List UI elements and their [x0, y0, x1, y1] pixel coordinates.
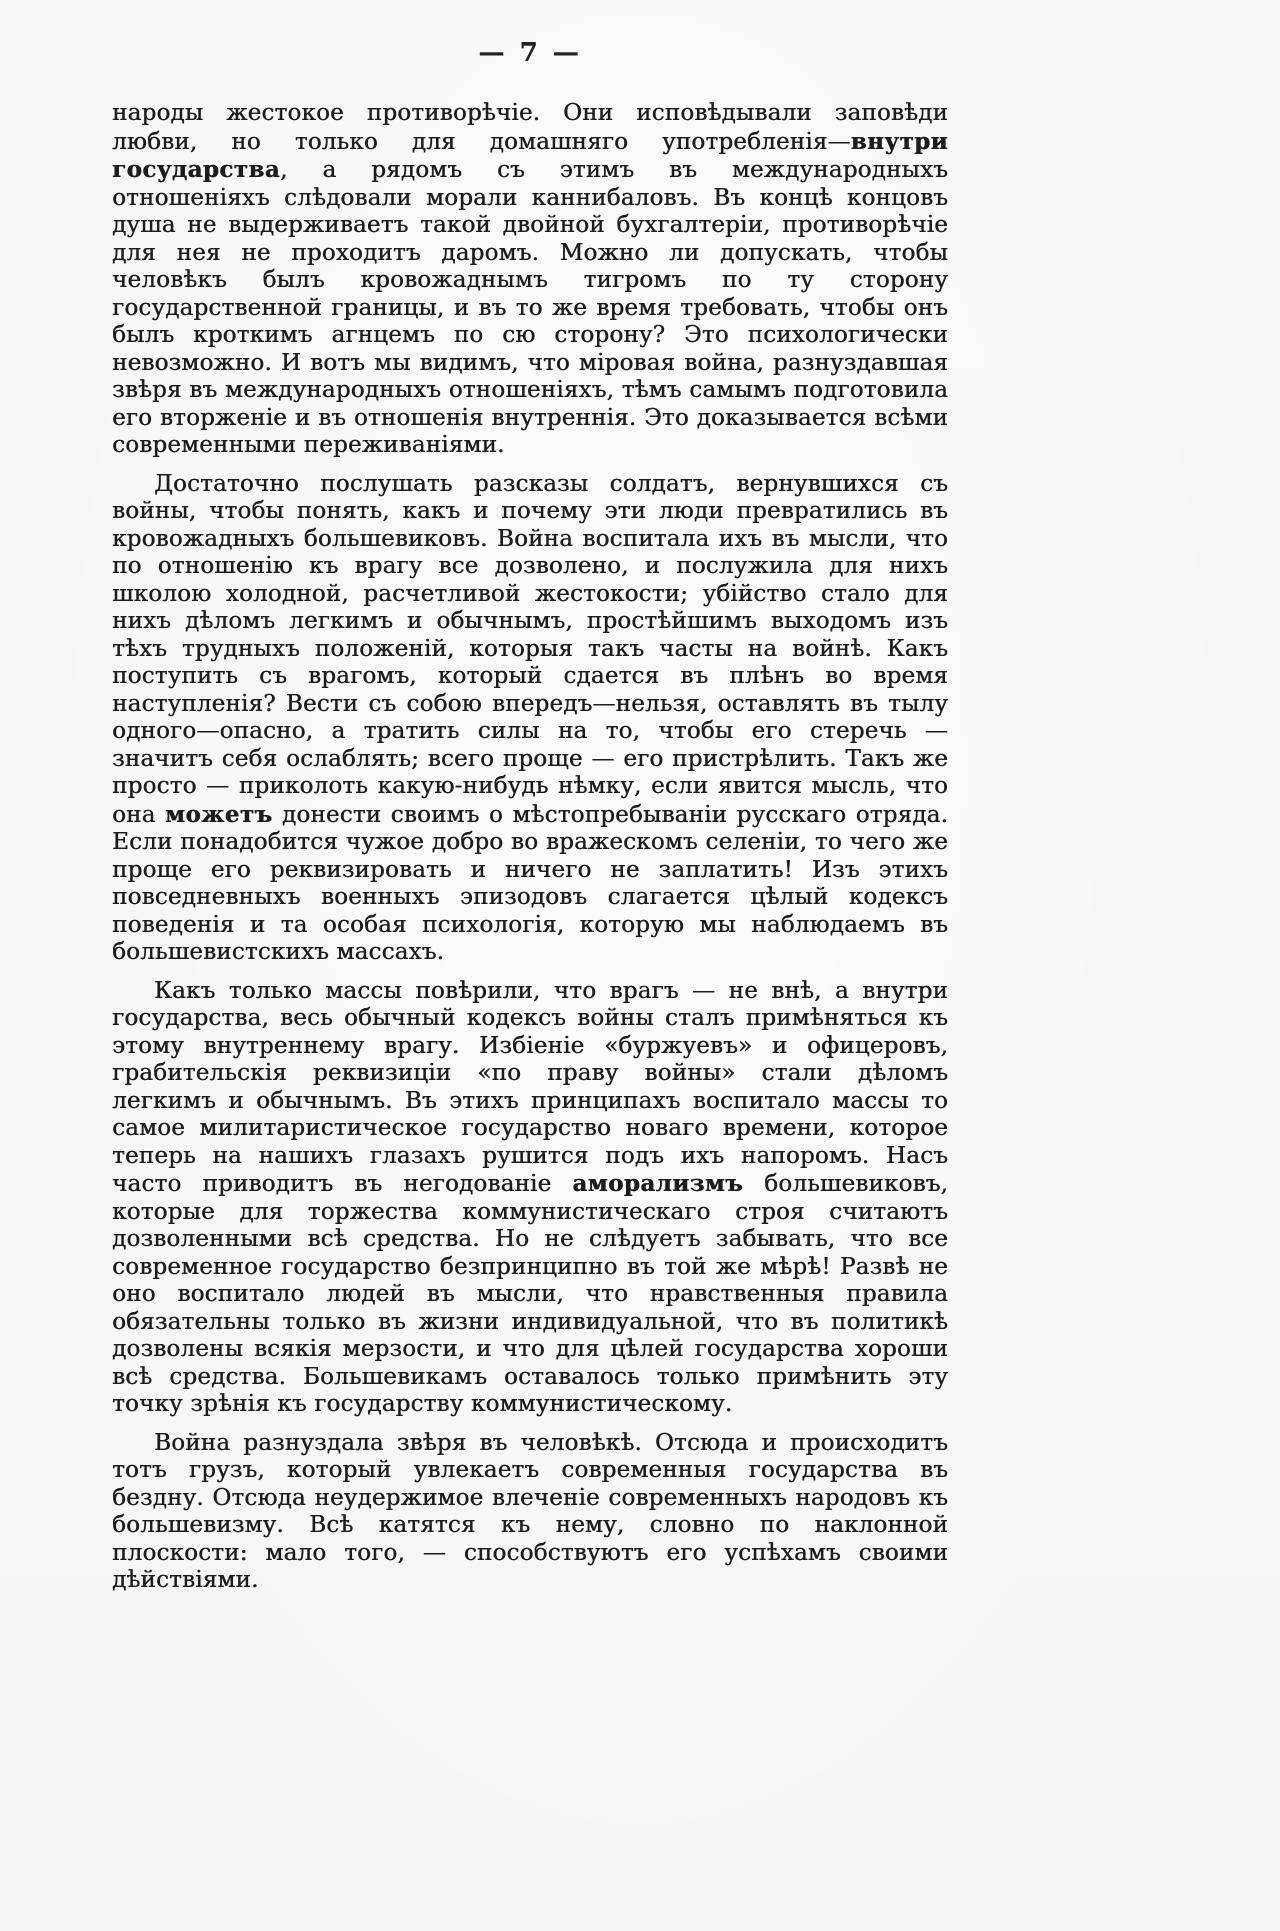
text-run: народы жестокое противорѣчіе. Они исповѣдывали заповѣди любви, но только для домашняго употребленія—: [112, 100, 948, 155]
emphasized-text: можетъ: [164, 800, 273, 828]
text-run: Какъ только массы повѣрили, что врагъ — не внѣ, а внутри государства, весь обычный кодексъ войны сталъ примѣняться къ этому внутреннему врагу. Избіеніе «буржуевъ» и офицеровъ, грабительскія реквизиціи «по праву войны» стали дѣломъ легкимъ и обычнымъ. Въ этихъ принципахъ воспитало массы то самое милитаристическое государство новаго времени, которое теперь на нашихъ глазахъ рушится подъ ихъ напоромъ. Насъ часто приводитъ въ негодованіе: [112, 977, 948, 1197]
paragraph: [112, 471, 948, 967]
text-run: большевиковъ, которые для торжества коммунистическаго строя считаютъ дозволенными всѣ средства. Но не слѣдуетъ забывать, что все современное государство безпринципно въ той же мѣрѣ! Развѣ не оно воспитало людей въ мысли, что нравственныя правила обязательны только въ жизни индивидуальной, что въ политикѣ дозволены всякія мерзости, и что для цѣлей государства хороши всѣ средства. Большевикамъ оставалось только примѣнить эту точку зрѣнія къ государству коммунистическому.: [112, 1171, 948, 1417]
text-run: , а рядомъ съ этимъ въ международныхъ отношеніяхъ слѣдовали морали каннибаловъ. Въ концѣ концовъ душа не выдерживаетъ такой двойной бухгалтеріи, противорѣчіе для нея не проходитъ даромъ. Можно ли допускать, чтобы человѣкъ былъ кровожаднымъ тигромъ по ту сторону государственной границы, и въ то же время требовать, чтобы онъ былъ кроткимъ агнцемъ по сю сторону? Это психологически невозможно. И вотъ мы видимъ, что міровая война, разнуздавшая звѣря въ международныхъ отношеніяхъ, тѣмъ самымъ подготовила его вторженіе и въ отношенія внутреннія. Это доказывается всѣми современными переживаніями.: [112, 157, 948, 458]
paragraph: [112, 978, 948, 1419]
text-block: [112, 100, 948, 1595]
text-run: Достаточно послушать разсказы солдатъ, вернувшихся съ войны, чтобы понять, какъ и почему эти люди превратились въ кровожадныхъ большевиковъ. Война воспитала ихъ въ мысли, что по отношенію къ врагу все дозволено, и послужила для нихъ школою холодной, расчетливой жестокости; убійство стало для нихъ дѣломъ легкимъ и обычнымъ, простѣйшимъ выходомъ изъ тѣхъ трудныхъ положеній, которыя такъ часты на войнѣ. Какъ поступить съ врагомъ, который сдается въ плѣнъ во время наступленія? Вести съ собою впередъ—нельзя, оставлять въ тылу одного—опасно, а тратить силы на то, чтобы его стеречь — значитъ себя ослаблять; всего проще — его пристрѣлить. Такъ же просто — приколоть какую-нибудь нѣмку, если явится мысль, что она: [112, 470, 948, 828]
paragraph: [112, 100, 948, 460]
page-number: — 7 —: [478, 38, 582, 68]
text-run: донести своимъ о мѣстопребываніи русскаго отряда. Если понадобится чужое добро во вражескомъ селеніи, то чего же проще его реквизировать и ничего не заплатить! Изъ этихъ повседневныхъ военныхъ эпизодовъ слагается цѣлый кодексъ поведенія и та особая психологія, которую мы наблюдаемъ въ большевистскихъ массахъ.: [112, 801, 948, 965]
emphasized-text: внутри государства: [112, 127, 948, 183]
paragraph: [112, 1430, 948, 1595]
emphasized-text: аморализмъ: [572, 1170, 744, 1197]
text-run: Война разнуздала звѣря въ человѣкѣ. Отсюда и происходитъ тотъ грузъ, который увлекаетъ современныя государства въ бездну. Отсюда неудержимое влеченіе современныхъ народовъ къ большевизму. Всѣ катятся къ нему, словно по наклонной плоскости: мало того, — способствуютъ его успѣхамъ своими дѣйствіями.: [112, 1429, 948, 1593]
